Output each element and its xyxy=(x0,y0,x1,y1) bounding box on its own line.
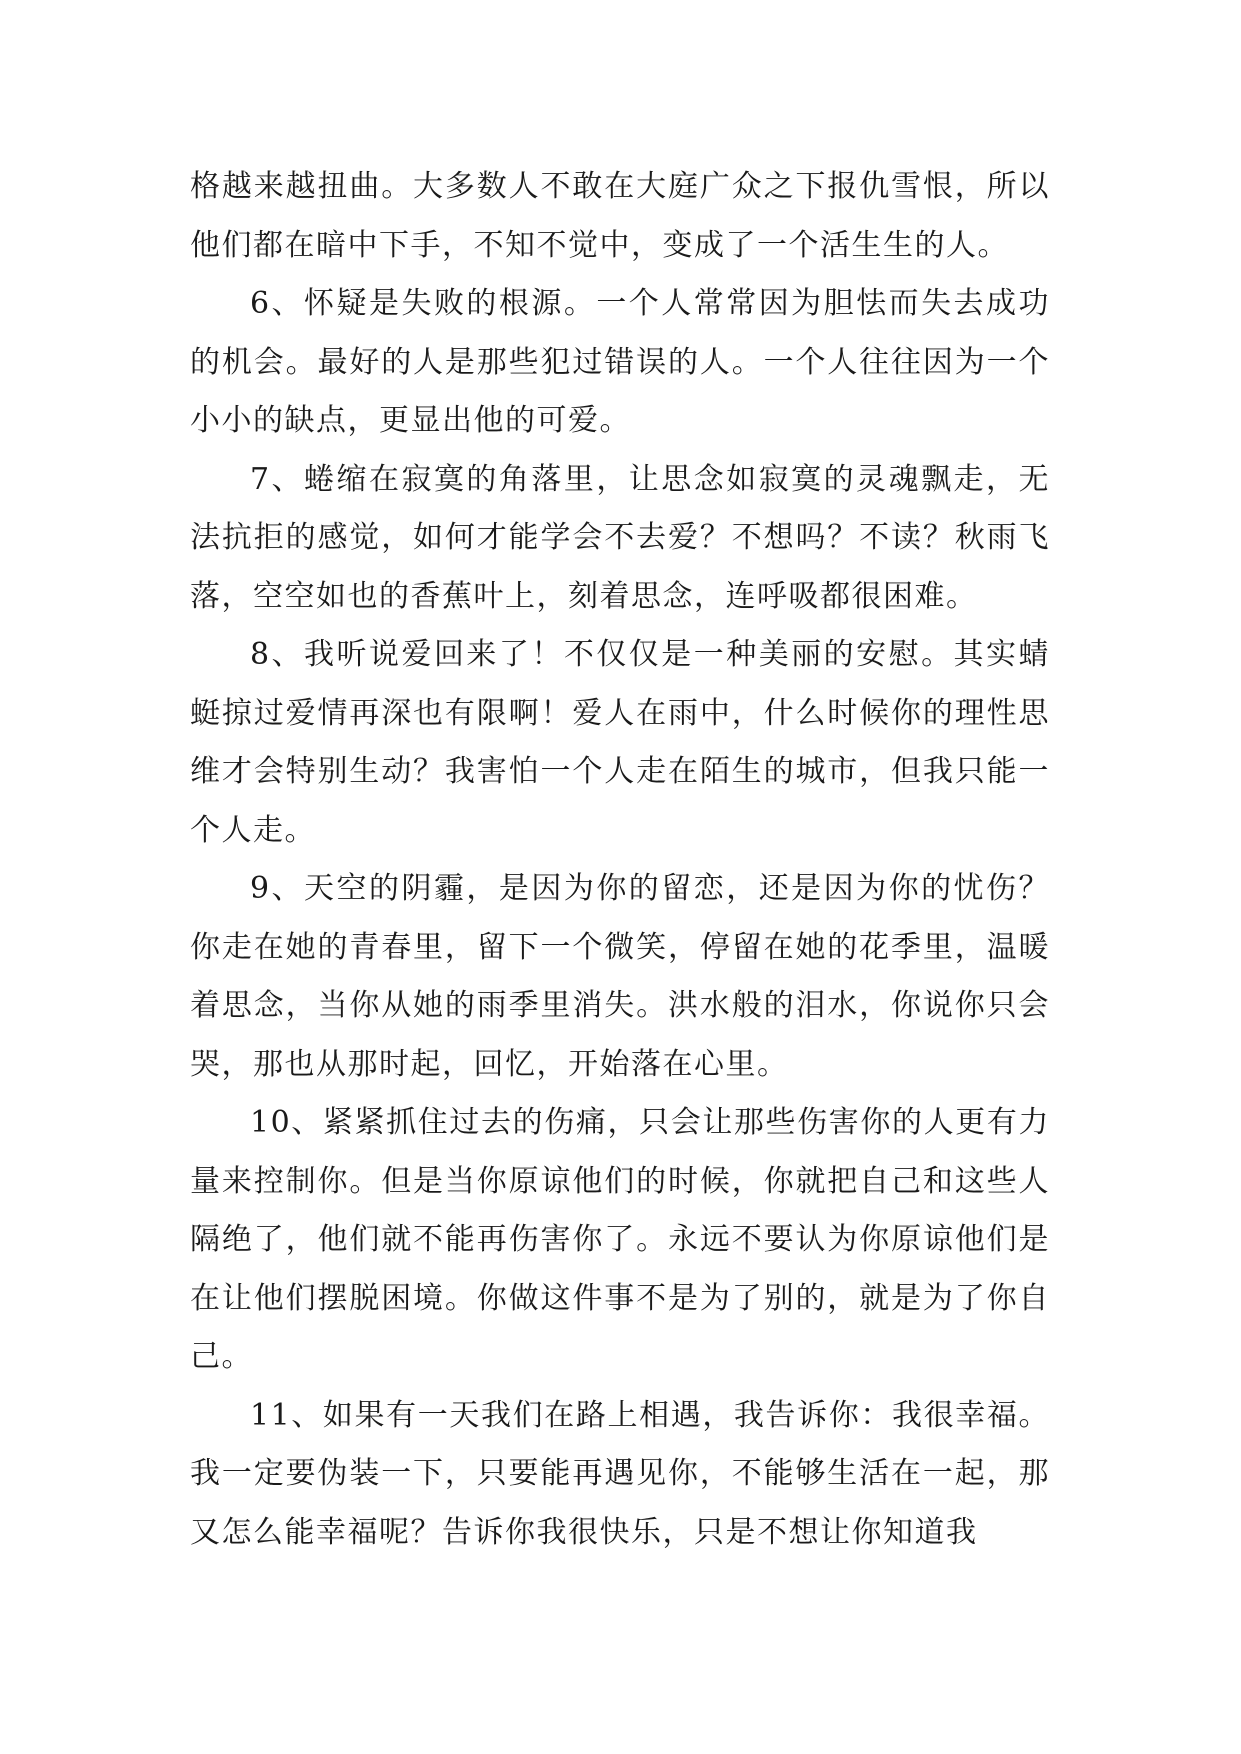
paragraph-item-9: 9、天空的阴霾，是因为你的留恋，还是因为你的忧伤？你走在她的青春里，留下一个微笑，停留在她的花季里，温暖着思念，当你从她的雨季里消失。洪水般的泪水，你说你只会哭，那也从那时起，回忆，开始落在心里。 xyxy=(190,871,1050,1082)
paragraph-continuation: 格越来越扭曲。大多数人不敢在大庭广众之下报仇雪恨，所以他们都在暗中下手，不知不觉中，变成了一个活生生的人。 xyxy=(190,169,1050,263)
paragraph-item-8: 8、我听说爱回来了！不仅仅是一种美丽的安慰。其实蜻蜓掠过爱情再深也有限啊！爱人在雨中，什么时候你的理性思维才会特别生动？我害怕一个人走在陌生的城市，但我只能一个人走。 xyxy=(190,637,1050,848)
paragraph-item-6: 6、怀疑是失败的根源。一个人常常因为胆怯而失去成功的机会。最好的人是那些犯过错误的人。一个人往往因为一个小小的缺点，更显出他的可爱。 xyxy=(190,286,1050,438)
paragraph-item-11: 11、如果有一天我们在路上相遇，我告诉你：我很幸福。我一定要伪装一下，只要能再遇见你，不能够生活在一起，那又怎么能幸福呢？告诉你我很快乐，只是不想让你知道我 xyxy=(190,1397,1050,1550)
paragraph-item-7: 7、蜷缩在寂寞的角落里，让思念如寂寞的灵魂飘走，无法抗拒的感觉，如何才能学会不去爱？不想吗？不读？秋雨飞落，空空如也的香蕉叶上，刻着思念，连呼吸都很困难。 xyxy=(190,461,1050,614)
document-body xyxy=(190,158,1050,1562)
paragraph-item-10: 10、紧紧抓住过去的伤痛，只会让那些伤害你的人更有力量来控制你。但是当你原谅他们的时候，你就把自己和这些人隔绝了，他们就不能再伤害你了。永远不要认为你原谅他们是在让他们摆脱困境。你做这件事不是为了别的，就是为了你自己。 xyxy=(190,1105,1050,1374)
